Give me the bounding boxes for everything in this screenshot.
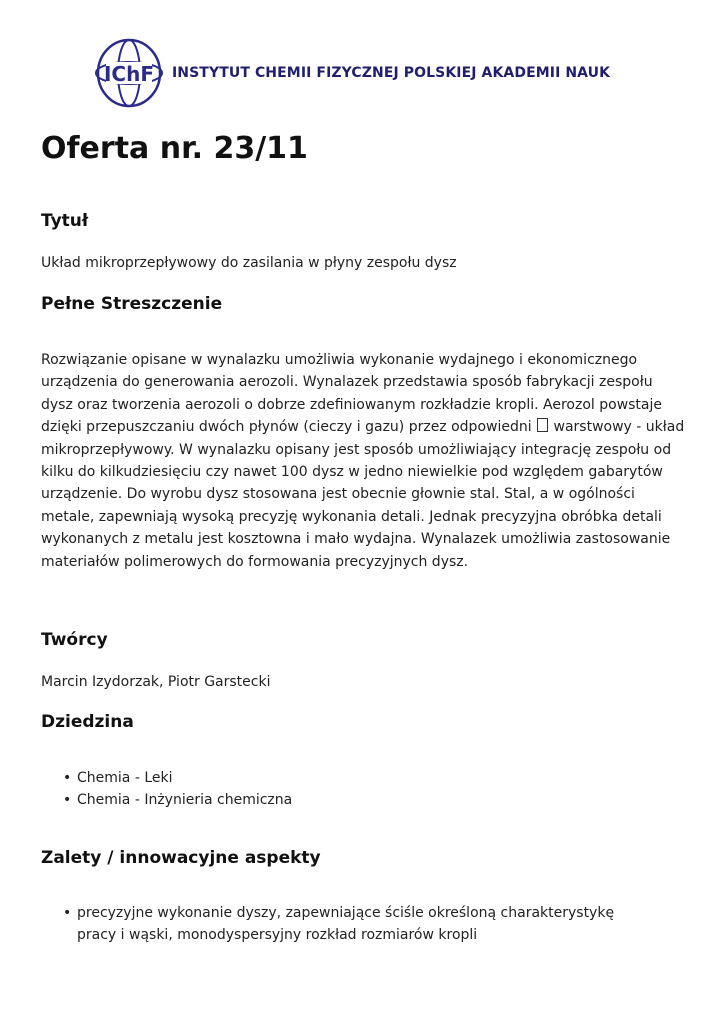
offer-title: Oferta nr. 23/11 (41, 131, 308, 166)
creators-heading: Twórcy (41, 630, 108, 650)
title-heading: Tytuł (41, 211, 89, 231)
svg-text:IChF: IChF (103, 62, 155, 86)
title-text: Układ mikroprzepływowy do zasilania w płyny zespołu dysz (41, 255, 457, 271)
institute-name: INSTYTUT CHEMII FIZYCZNEJ POLSKIEJ AKADEMII NAUK (172, 65, 611, 81)
abstract-heading: Pełne Streszczenie (41, 294, 223, 314)
page-header (94, 38, 610, 108)
bullet: • (63, 770, 72, 786)
field-heading: Dziedzina (41, 712, 134, 732)
advantages-list (41, 902, 653, 947)
bullet: • (63, 792, 72, 809)
bullet: • (63, 905, 72, 921)
list-item: • precyzyjne wykonanie dyszy, zapewniające ściśle określoną charakterystykę pracy i wąski, monodyspersyjny rozkład rozmiarów kropli (41, 902, 653, 947)
creators-text: Marcin Izydorzak, Piotr Garstecki (41, 674, 271, 690)
missing-glyph-box (537, 418, 548, 432)
list-item: • Chemia - Leki (41, 767, 292, 789)
field-list (41, 767, 292, 812)
advantages-heading: Zalety / innowacyjne aspekty (41, 848, 321, 868)
ichf-logo (94, 38, 164, 108)
abstract-text: Rozwiązanie opisane w wynalazku umożliwia wykonanie wydajnego i ekonomicznego urządzenia do generowania aerozoli. Wynalazek przedstawia sposób fabrykacji zespołu dysz oraz tworzenia aerozoli o dobrze zdefiniowanym rozkładzie kropli. Aerozol powstaje dzięki przepuszczaniu dwóch płynów (cieczy i gazu) przez odpowiedni warstwowy - układ mikroprzepływowy. W wynalazku opisany jest sposób umożliwiający integrację zespołu od kilku do kilkudziesięciu czy nawet 100 dysz w jedno niewielkie pod względem gabarytów urządzenie. Do wyrobu dysz stosowana jest obecnie głownie stal. Stal, a w ogólności metale, zapewniają wysoką precyzję wykonania detali. Jednak precyzyjna obróbka detali wykonanych z metalu jest kosztowna i mało wydajna. Wynalazek umożliwia zastosowanie materiałów polimerowych do formowania precyzyjnych dysz. (41, 352, 685, 570)
list-item: • Chemia - Inżynieria chemiczna (41, 789, 292, 811)
